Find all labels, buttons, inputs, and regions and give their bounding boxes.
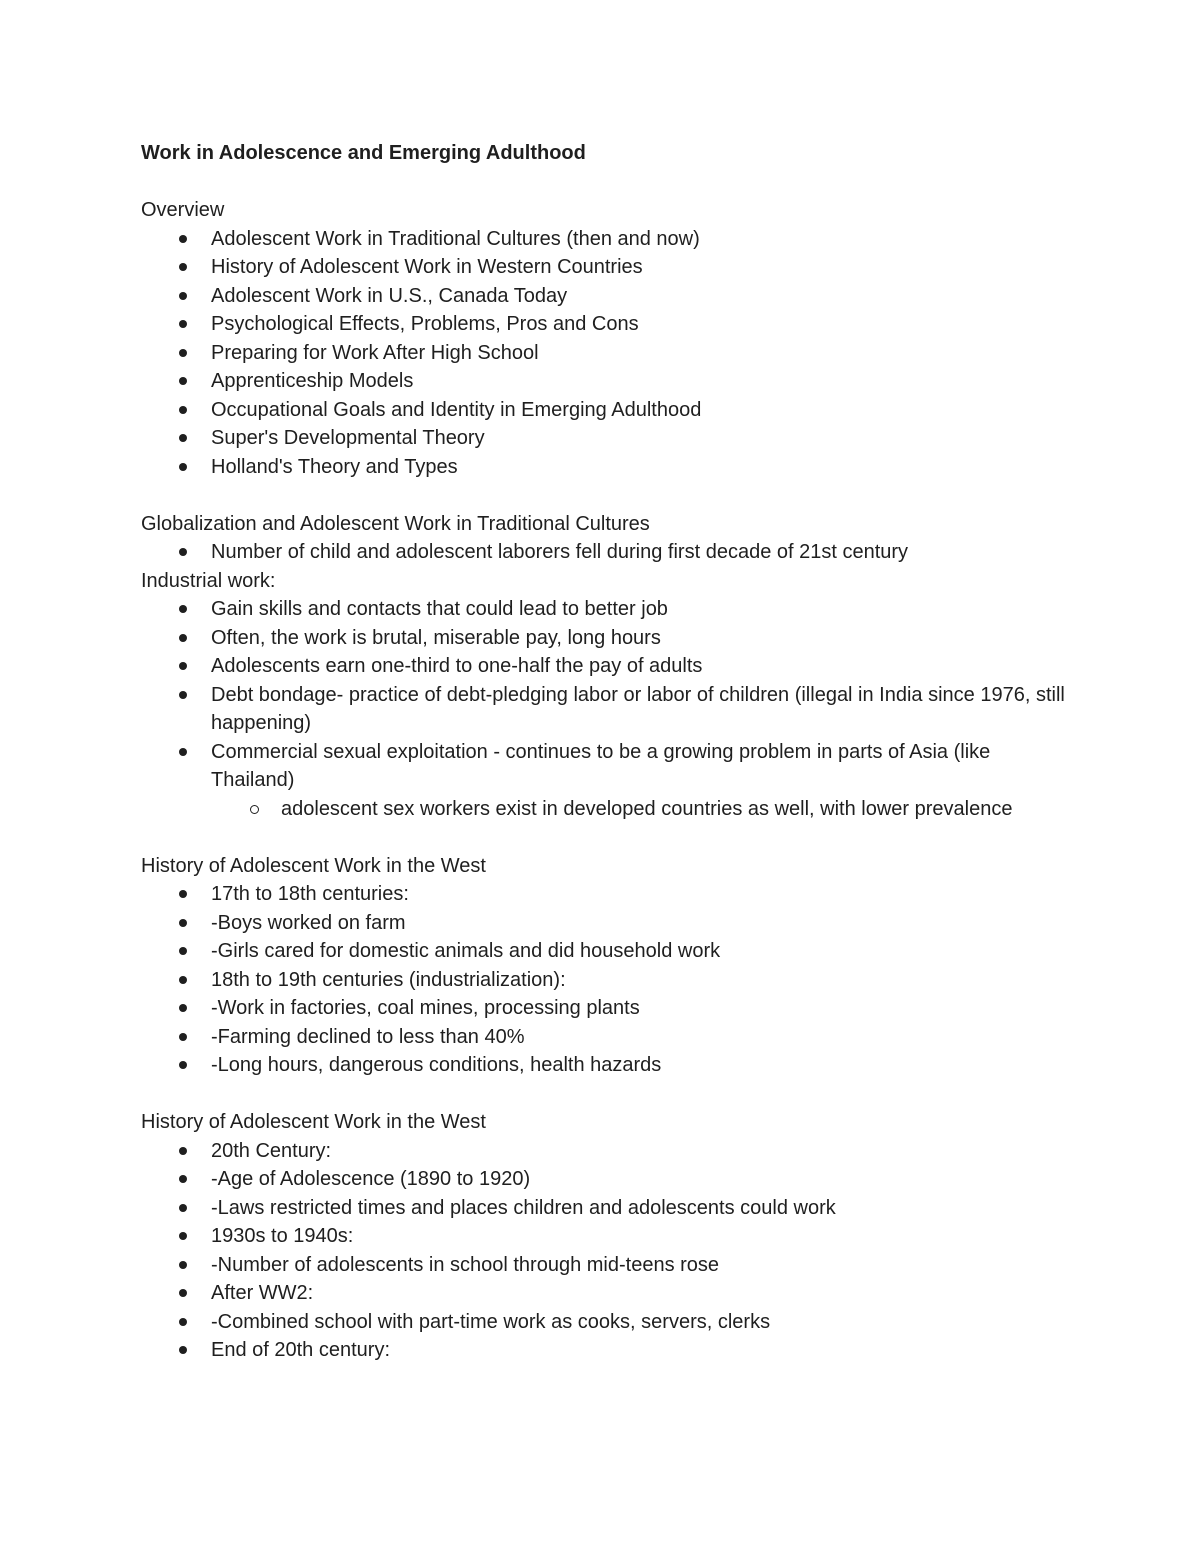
list-item: -Age of Adolescence (1890 to 1920) xyxy=(141,1165,1071,1194)
bullet-icon xyxy=(179,377,187,385)
list-item: Apprenticeship Models xyxy=(141,367,1071,396)
list-item: -Farming declined to less than 40% xyxy=(141,1023,1071,1052)
bullet-icon xyxy=(179,1004,187,1012)
bullet-icon xyxy=(179,1061,187,1069)
list-item: Number of child and adolescent laborers fell during first decade of 21st century xyxy=(141,538,1071,567)
bullet-icon xyxy=(179,1346,187,1354)
subheading-industrial-work: Industrial work: xyxy=(141,569,276,592)
list-item: History of Adolescent Work in Western Countries xyxy=(141,253,1071,282)
list-item: Adolescent Work in U.S., Canada Today xyxy=(141,282,1071,311)
blank-line xyxy=(141,1080,1071,1109)
globalization-list xyxy=(141,538,1071,567)
bullet-icon xyxy=(179,919,187,927)
list-item: Adolescents earn one-third to one-half the pay of adults xyxy=(141,652,1071,681)
list-item: 1930s to 1940s: xyxy=(141,1222,1071,1251)
bullet-icon xyxy=(179,890,187,898)
section-heading-history-1: History of Adolescent Work in the West xyxy=(141,854,486,877)
blank-line xyxy=(141,481,1071,510)
document-page xyxy=(141,139,1071,1365)
bullet-icon xyxy=(179,947,187,955)
bullet-icon xyxy=(179,691,187,699)
bullet-icon xyxy=(179,605,187,613)
list-item: -Work in factories, coal mines, processing plants xyxy=(141,994,1071,1023)
bullet-icon xyxy=(179,976,187,984)
bullet-icon xyxy=(179,1147,187,1155)
list-item: Often, the work is brutal, miserable pay, long hours xyxy=(141,624,1071,653)
bullet-icon xyxy=(179,434,187,442)
list-item: Debt bondage- practice of debt-pledging labor or labor of children (illegal in India since 1976, still happening) xyxy=(141,681,1071,738)
nested-list xyxy=(211,795,1071,824)
history-list-1 xyxy=(141,880,1071,1080)
bullet-icon xyxy=(179,662,187,670)
blank-line xyxy=(141,823,1071,852)
list-item: 17th to 18th centuries: xyxy=(141,880,1071,909)
nested-list-item: adolescent sex workers exist in developed countries as well, with lower prevalence xyxy=(211,795,1071,824)
list-item: 20th Century: xyxy=(141,1137,1071,1166)
bullet-icon xyxy=(179,548,187,556)
section-heading-globalization: Globalization and Adolescent Work in Traditional Cultures xyxy=(141,512,650,535)
list-item: Preparing for Work After High School xyxy=(141,339,1071,368)
list-item: 18th to 19th centuries (industrialization): xyxy=(141,966,1071,995)
list-item: End of 20th century: xyxy=(141,1336,1071,1365)
bullet-icon xyxy=(179,1175,187,1183)
list-item: Occupational Goals and Identity in Emerging Adulthood xyxy=(141,396,1071,425)
list-item: -Number of adolescents in school through mid-teens rose xyxy=(141,1251,1071,1280)
list-item: -Girls cared for domestic animals and did household work xyxy=(141,937,1071,966)
list-item: After WW2: xyxy=(141,1279,1071,1308)
list-item: Psychological Effects, Problems, Pros and Cons xyxy=(141,310,1071,339)
bullet-icon xyxy=(179,349,187,357)
list-item: Gain skills and contacts that could lead to better job xyxy=(141,595,1071,624)
bullet-icon xyxy=(179,320,187,328)
list-item: Adolescent Work in Traditional Cultures (then and now) xyxy=(141,225,1071,254)
bullet-icon xyxy=(179,748,187,756)
document-title: Work in Adolescence and Emerging Adulthood xyxy=(141,142,586,164)
section-heading-overview: Overview xyxy=(141,199,225,221)
history-list-2 xyxy=(141,1137,1071,1365)
list-item: -Boys worked on farm xyxy=(141,909,1071,938)
bullet-icon xyxy=(179,292,187,300)
bullet-icon xyxy=(179,1318,187,1326)
bullet-icon xyxy=(179,235,187,243)
list-item: Commercial sexual exploitation - continues to be a growing problem in parts of Asia (like Thailand) adolescent sex workers exist in developed countries as well, with lower prevalence xyxy=(141,738,1071,824)
list-item: -Long hours, dangerous conditions, health hazards xyxy=(141,1051,1071,1080)
list-item: Holland's Theory and Types xyxy=(141,453,1071,482)
bullet-icon xyxy=(179,634,187,642)
bullet-icon xyxy=(179,1033,187,1041)
blank-line xyxy=(141,168,1071,197)
bullet-icon xyxy=(179,463,187,471)
bullet-icon xyxy=(179,1204,187,1212)
industrial-work-list xyxy=(141,595,1071,823)
list-item: -Laws restricted times and places children and adolescents could work xyxy=(141,1194,1071,1223)
overview-list xyxy=(141,225,1071,482)
bullet-icon xyxy=(179,1232,187,1240)
list-item: Super's Developmental Theory xyxy=(141,424,1071,453)
bullet-icon xyxy=(179,1289,187,1297)
hollow-bullet-icon xyxy=(250,805,259,814)
bullet-icon xyxy=(179,263,187,271)
bullet-icon xyxy=(179,1261,187,1269)
bullet-icon xyxy=(179,406,187,414)
list-item: -Combined school with part-time work as cooks, servers, clerks xyxy=(141,1308,1071,1337)
section-heading-history-2: History of Adolescent Work in the West xyxy=(141,1111,486,1133)
